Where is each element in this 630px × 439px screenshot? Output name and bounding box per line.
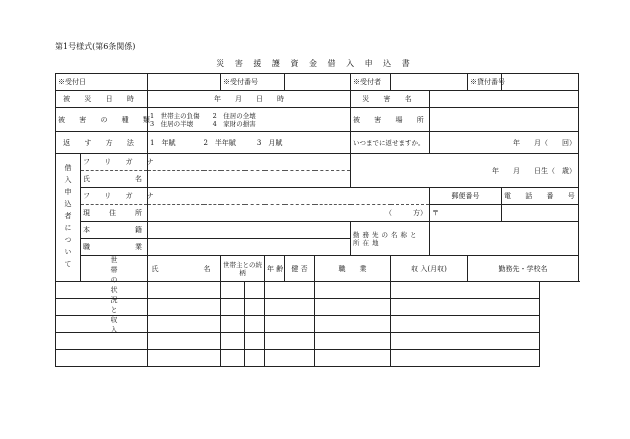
household-cell[interactable] xyxy=(245,333,265,350)
household-section-label: 世帯の状況と収入 xyxy=(81,256,148,282)
received-date-field[interactable] xyxy=(148,74,221,91)
household-cell[interactable] xyxy=(391,282,540,299)
name-label: 氏 名 xyxy=(81,171,148,188)
domicile-field[interactable] xyxy=(148,222,351,239)
household-cell[interactable] xyxy=(391,333,540,350)
household-cell[interactable] xyxy=(245,316,265,333)
household-row xyxy=(56,333,579,350)
household-header-row xyxy=(56,256,579,282)
damage-place-label: 被 害 場 所 xyxy=(351,108,430,132)
household-cell[interactable] xyxy=(56,316,148,333)
receiver-field[interactable] xyxy=(391,74,468,91)
disaster-name-label: 災 害 名 xyxy=(351,91,430,108)
household-cell[interactable] xyxy=(391,299,540,316)
postal-field[interactable]: 〒 xyxy=(430,205,502,222)
address-row xyxy=(56,205,579,222)
household-cell[interactable] xyxy=(148,350,221,367)
repay-until-label: いつまでに返せますか。 xyxy=(351,132,430,154)
household-cell[interactable] xyxy=(221,333,245,350)
household-cell[interactable] xyxy=(245,282,265,299)
household-cell[interactable] xyxy=(391,350,540,367)
col-workplace-header: 勤務先・学校名 xyxy=(468,256,579,282)
damage-type-row xyxy=(56,108,579,132)
damage-type-label: 被 害 の 種 類 xyxy=(56,108,148,132)
household-cell[interactable] xyxy=(221,316,245,333)
household-cell[interactable] xyxy=(315,316,391,333)
applicant-furigana-row xyxy=(56,154,579,171)
repay-options[interactable]: 1 年賦 2 半年賦 3 月賦 xyxy=(148,132,351,154)
col-health-header: 健 否 xyxy=(285,256,315,282)
repay-method-label: 返 す 方 法 xyxy=(56,132,148,154)
household-cell[interactable] xyxy=(265,316,315,333)
household-row xyxy=(56,350,579,367)
household-cell[interactable] xyxy=(315,299,391,316)
occupation-label: 職 業 xyxy=(81,239,148,256)
repay-row xyxy=(56,132,579,154)
household-cell[interactable] xyxy=(148,282,221,299)
employer-field[interactable] xyxy=(430,222,579,256)
household-cell[interactable] xyxy=(245,299,265,316)
form-number: 第1号様式(第6条関係) xyxy=(55,42,136,51)
household-cell[interactable] xyxy=(56,350,148,367)
victim-datetime-field[interactable]: 年 月 日 時 xyxy=(148,91,351,108)
birthdate-field[interactable]: 年 月 日生（ 歳） xyxy=(351,154,579,188)
furigana2-field[interactable] xyxy=(148,188,430,205)
loan-no-field[interactable] xyxy=(502,74,579,91)
household-cell[interactable] xyxy=(56,333,148,350)
receiver-label: ※受付者 xyxy=(351,74,391,91)
repay-until-field[interactable]: 年 月（ 回） xyxy=(430,132,579,154)
receipt-no-field[interactable] xyxy=(285,74,351,91)
household-cell[interactable] xyxy=(56,299,148,316)
household-row xyxy=(56,316,579,333)
address-furigana-row xyxy=(56,188,579,205)
col-age-header: 年 齢 xyxy=(265,256,285,282)
household-cell[interactable] xyxy=(221,282,245,299)
loan-no-label: ※貸付番号 xyxy=(468,74,502,91)
household-cell[interactable] xyxy=(221,299,245,316)
household-row xyxy=(56,299,579,316)
domicile-row xyxy=(56,222,579,239)
household-cell[interactable] xyxy=(56,282,148,299)
household-cell[interactable] xyxy=(221,350,245,367)
household-cell[interactable] xyxy=(148,316,221,333)
damage-options[interactable]: 1 世帯主の負傷 2 住居の全壊 3 住居の半壊 4 家財の損害 xyxy=(148,108,351,132)
household-cell[interactable] xyxy=(265,282,315,299)
household-cell[interactable] xyxy=(265,350,315,367)
col-occupation-header: 職 業 xyxy=(315,256,391,282)
furigana-label: フ リ ガ ナ xyxy=(81,154,148,171)
household-cell[interactable] xyxy=(315,333,391,350)
household-cell[interactable] xyxy=(265,299,315,316)
damage-place-field[interactable] xyxy=(430,108,579,132)
address-label: 現 住 所 xyxy=(81,205,148,222)
household-cell[interactable] xyxy=(148,333,221,350)
col-name-header: 氏 名 xyxy=(148,256,221,282)
receipt-no-label: ※受付番号 xyxy=(221,74,285,91)
household-cell[interactable] xyxy=(315,282,391,299)
household-cell[interactable] xyxy=(245,350,265,367)
furigana2-label: フ リ ガ ナ xyxy=(81,188,148,205)
household-cell[interactable] xyxy=(265,333,315,350)
received-date-label: ※受付日 xyxy=(56,74,148,91)
col-relation-header: 世帯主との続柄 xyxy=(221,256,265,282)
disaster-date-row xyxy=(56,91,579,108)
household-cell[interactable] xyxy=(391,316,540,333)
domicile-label: 本 籍 xyxy=(81,222,148,239)
furigana-field[interactable] xyxy=(148,154,351,171)
form-title: 災 害 援 護 資 金 借 入 申 込 書 xyxy=(216,59,414,68)
phone-label: 電 話 番 号 xyxy=(502,188,579,205)
name-field[interactable] xyxy=(148,171,351,188)
employer-label: 勤務先の名称と所在地 xyxy=(351,222,430,256)
address-field[interactable]: （ 方） xyxy=(148,205,430,222)
disaster-name-field[interactable] xyxy=(430,91,579,108)
household-cell[interactable] xyxy=(148,299,221,316)
postal-label: 郵便番号 xyxy=(430,188,502,205)
col-income-header: 収 入(月収) xyxy=(391,256,468,282)
household-cell[interactable] xyxy=(315,350,391,367)
receipt-row xyxy=(56,74,579,91)
applicant-section-label: 借入申込者について xyxy=(56,154,81,282)
application-form-table xyxy=(55,73,579,367)
household-row xyxy=(56,282,579,299)
occupation-field[interactable] xyxy=(148,239,351,256)
phone-field[interactable] xyxy=(502,205,579,222)
victim-datetime-label: 被 災 日 時 xyxy=(56,91,148,108)
